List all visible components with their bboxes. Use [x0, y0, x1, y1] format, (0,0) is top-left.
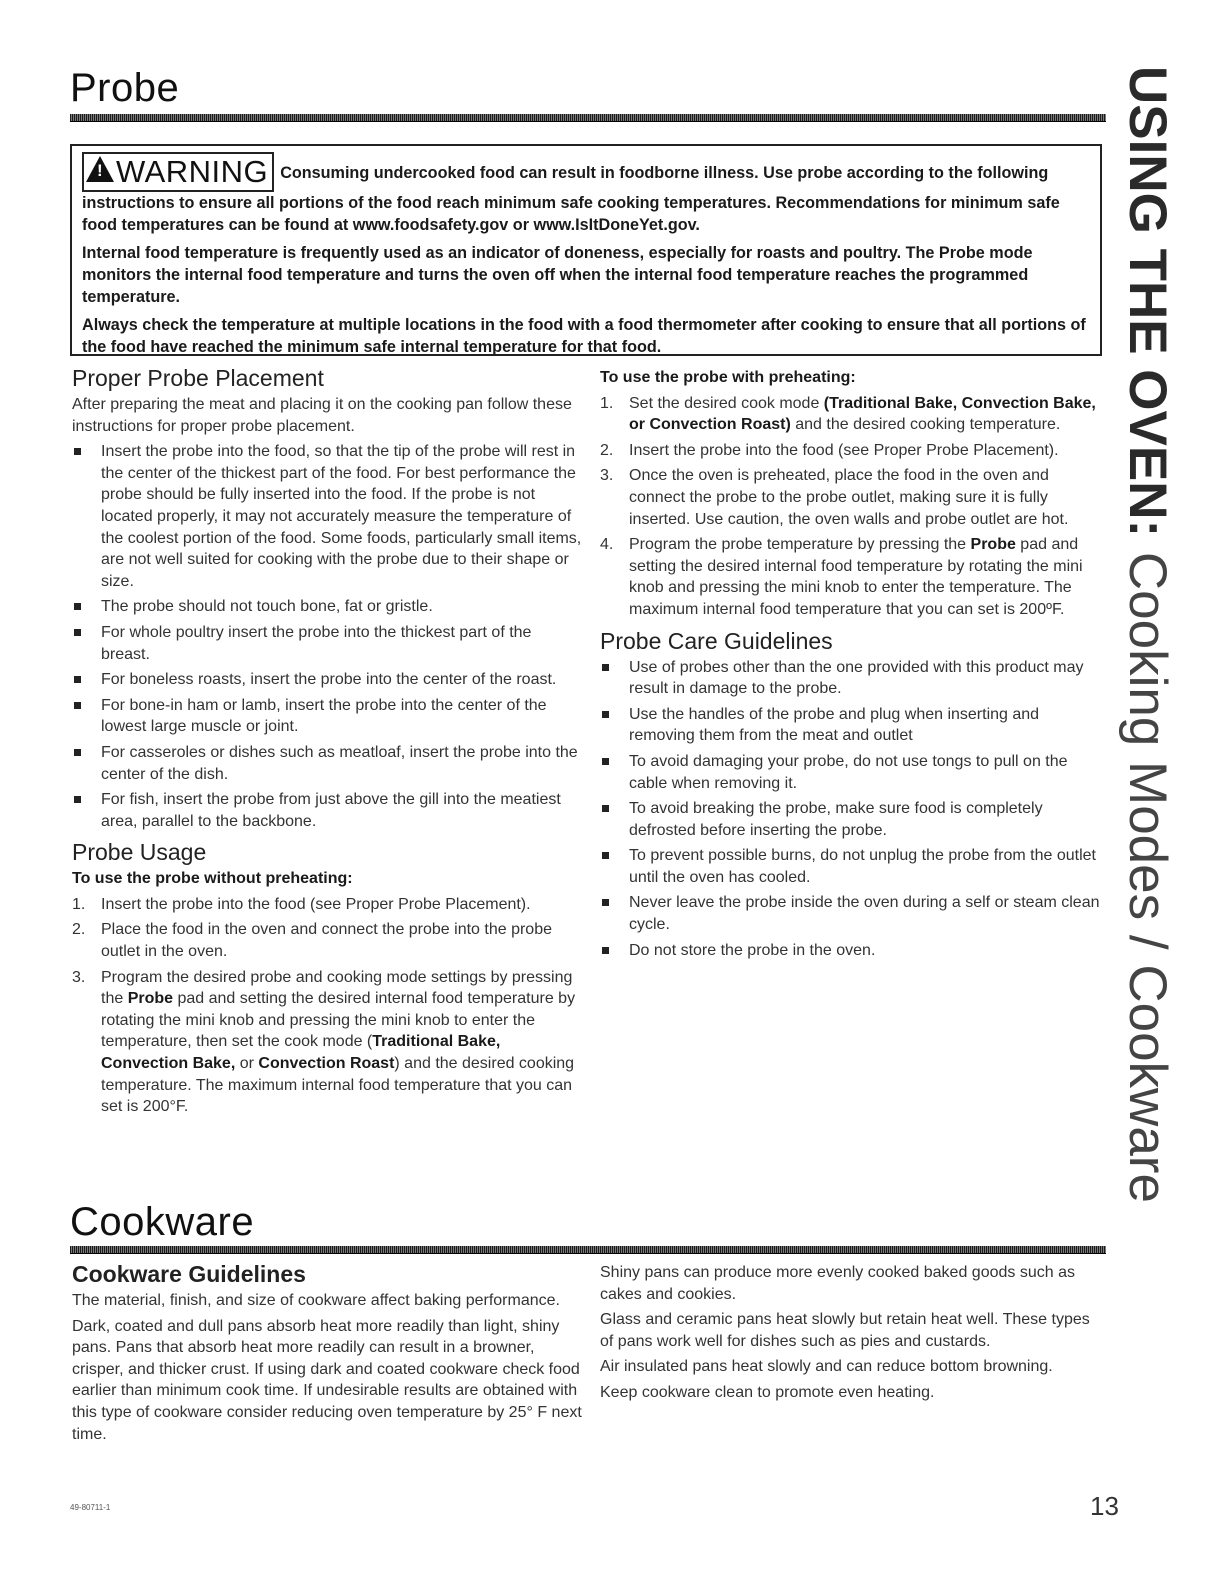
warning-badge: !WARNING [82, 152, 274, 192]
warning-text-3: Always check the temperature at multiple locations in the food with a food thermometer after cooking to ensure that all portions of the food have reached the minimum safe internal temperature for that food. [82, 316, 1086, 356]
with-preheating-steps [600, 393, 1108, 621]
heading-cookware-guidelines: Cookware Guidelines [72, 1261, 306, 1287]
chapter-tab-main: USING THE OVEN: [1118, 66, 1177, 538]
chapter-tab-sub: Cooking Modes / Cookware [1118, 537, 1177, 1203]
title-rule [70, 114, 1106, 122]
probe-left-column [72, 364, 582, 1124]
without-preheating-steps [72, 894, 582, 1118]
list-item: Use of probes other than the one provided with this product may result in damage to the probe. [600, 657, 1108, 700]
list-item: For casseroles or dishes such as meatloaf, insert the probe into the center of the dish. [72, 742, 582, 785]
without-preheating-heading: To use the probe without preheating: [72, 870, 353, 888]
list-item: To avoid damaging your probe, do not use tongs to pull on the cable when removing it. [600, 751, 1108, 794]
list-item: 3. Program the desired probe and cooking mode settings by pressing the Probe pad and setting the desired internal food temperature by rotating the mini knob and pressing the mini knob to enter the temperature, then set the cook mode (Traditional Bake, Convection Bake, or Convection Roast) and the desired cooking temperature. The maximum internal food temperature that you can set is 200°F. [72, 968, 576, 1116]
list-item: Do not store the probe in the oven. [600, 940, 1108, 962]
section-title-cookware: Cookware [70, 1200, 255, 1244]
list-item: To avoid breaking the probe, make sure food is completely defrosted before inserting the probe. [600, 798, 1108, 841]
care-list [600, 657, 1108, 962]
heading-probe-care-guidelines: Probe Care Guidelines [600, 627, 833, 654]
list-item: 1. Insert the probe into the food (see Proper Probe Placement). [72, 895, 531, 913]
warning-text-1: Consuming undercooked food can result in foodborne illness. Use probe according to the following instructions to ensure all portions of the food reach minimum safe cooking temperatures. Recommendations for minimum safe food temperatures can be found at www.foodsafety.gov or www.IsItDoneYet.gov. [82, 164, 1060, 234]
list-item: 1. Set the desired cook mode (Traditional Bake, Convection Bake, or Convection Roast) and the desired cooking temperature. [600, 394, 1096, 434]
list-item: To prevent possible burns, do not unplug the probe from the outlet until the oven has cooled. [600, 845, 1108, 888]
cookware-left-column [72, 1260, 582, 1449]
list-item: For whole poultry insert the probe into the thickest part of the breast. [72, 622, 582, 665]
list-item: 2. Insert the probe into the food (see Proper Probe Placement). [600, 441, 1059, 459]
list-item: For boneless roasts, insert the probe into the center of the roast. [72, 669, 582, 691]
chapter-tab [1112, 66, 1182, 1203]
placement-intro: After preparing the meat and placing it on the cooking pan follow these instructions for proper probe placement. [72, 396, 572, 435]
warning-text-2: Internal food temperature is frequently used as an indicator of doneness, especially for roasts and poultry. The Probe mode monitors the internal food temperature and turns the oven off when the internal food temperature reaches the programmed temperature. [82, 244, 1033, 306]
page-number: 13 [1090, 1491, 1119, 1521]
cookware-right-column [600, 1262, 1090, 1408]
list-item: 4. Program the probe temperature by pressing the Probe pad and setting the desired internal food temperature by rotating the mini knob and pressing the mini knob to enter the temperature. The maximum internal food temperature that you can set is 200ºF. [600, 536, 1083, 618]
cookware-paragraph: Air insulated pans heat slowly and can reduce bottom browning. [600, 1358, 1053, 1376]
list-item: For fish, insert the probe from just above the gill into the meatiest area, parallel to the backbone. [72, 789, 582, 832]
list-item: The probe should not touch bone, fat or gristle. [72, 596, 582, 618]
list-item: Insert the probe into the food, so that the tip of the probe will rest in the center of the thickest part of the food. For best performance the probe should be fully inserted into the food. If the probe is not located properly, it may not accurately measure the temperature of the coolest portion of the food. Some foods, particularly small items, are not well suited for cooking with the probe due to their shape or size. [72, 441, 582, 592]
warning-box [70, 144, 1102, 356]
list-item: For bone-in ham or lamb, insert the probe into the center of the lowest large muscle or joint. [72, 695, 582, 738]
probe-right-column [600, 367, 1108, 967]
cookware-paragraph: Glass and ceramic pans heat slowly but retain heat well. These types of pans work well for dishes such as pies and custards. [600, 1311, 1090, 1350]
cookware-paragraph: Shiny pans can produce more evenly cooked baked goods such as cakes and cookies. [600, 1264, 1075, 1303]
cookware-rule [70, 1246, 1106, 1254]
heading-proper-probe-placement: Proper Probe Placement [72, 365, 324, 391]
cookware-paragraph: Keep cookware clean to promote even heating. [600, 1383, 935, 1401]
list-item: Never leave the probe inside the oven during a self or steam clean cycle. [600, 892, 1108, 935]
cookware-paragraph: The material, finish, and size of cookware affect baking performance. [72, 1292, 560, 1309]
list-item: 2. Place the food in the oven and connect the probe into the probe outlet in the oven. [72, 921, 552, 961]
heading-probe-usage: Probe Usage [72, 839, 207, 866]
document-code: 49-80711-1 [70, 1503, 111, 1512]
section-title-probe: Probe [70, 66, 180, 110]
warning-triangle-icon [86, 156, 114, 182]
list-item: 3. Once the oven is preheated, place the food in the oven and connect the probe to the probe outlet, making sure it is fully inserted. Use caution, the oven walls and probe outlet are hot. [600, 467, 1069, 528]
placement-list [72, 441, 582, 832]
cookware-paragraph: Dark, coated and dull pans absorb heat more readily than light, shiny pans. Pans that absorb heat more readily can result in a browner, crisper, and thicker crust. If using dark and coated cookware check food earlier than minimum cook time. If undesirable results are obtained with this type of cookware consider reducing oven temperature by 25° F next time. [72, 1317, 582, 1443]
list-item: Use the handles of the probe and plug when inserting and removing them from the meat and outlet [600, 704, 1108, 747]
with-preheating-heading: To use the probe with preheating: [600, 369, 856, 386]
